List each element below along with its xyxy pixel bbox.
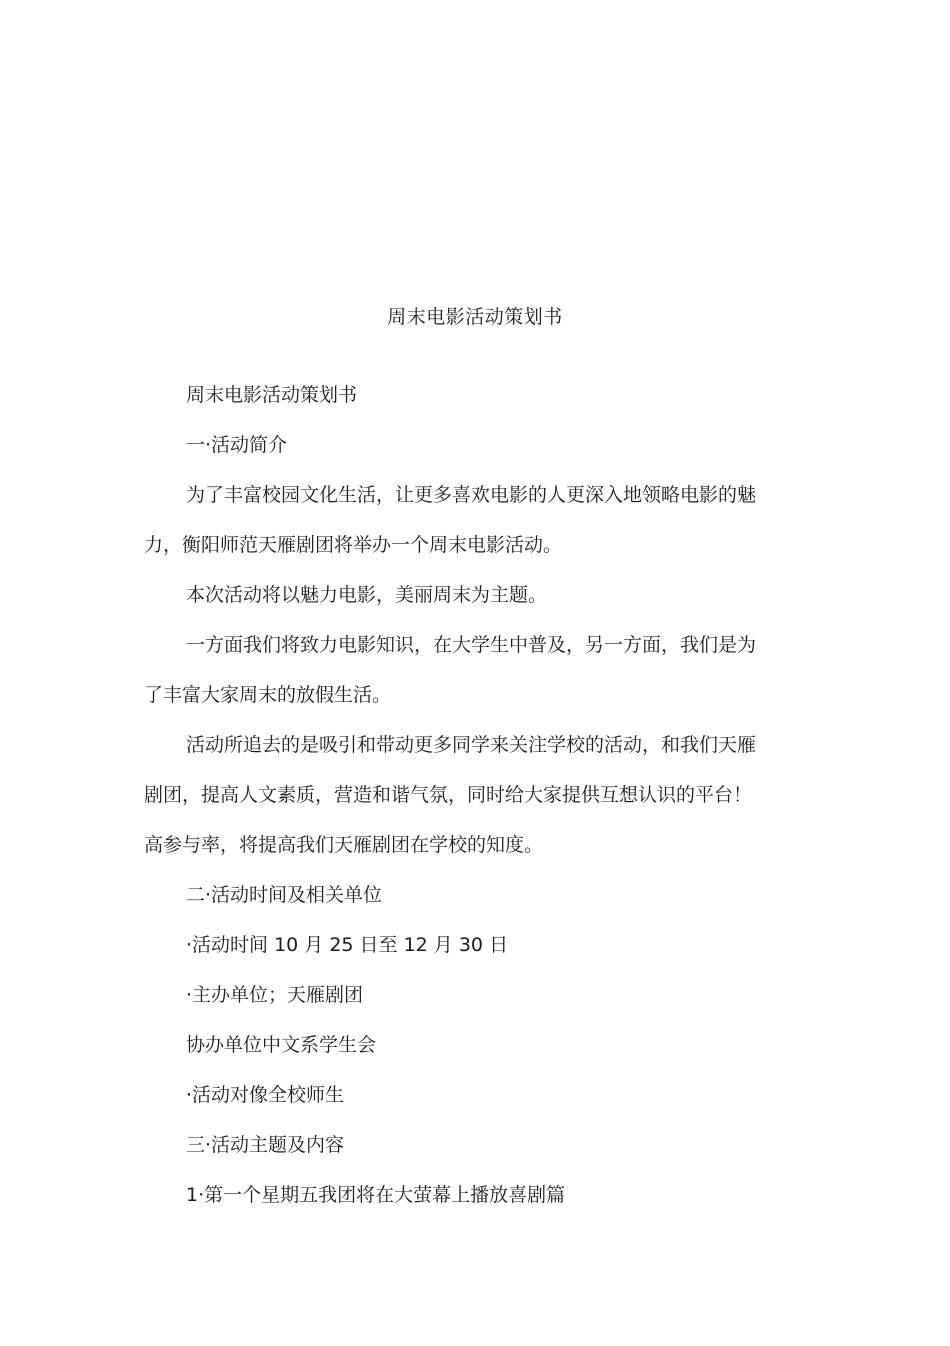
paragraph-host-unit: ·主办单位；天雁剧团 — [186, 984, 364, 1006]
paragraph-heading-repeat: 周末电影活动策划书 — [186, 384, 358, 406]
paragraph-purpose: 为了丰富校园文化生活，让更多喜欢电影的人更深入地领略电影的魅力，衡阳师范天雁剧团将举办一个周末电影活动。 — [144, 484, 757, 556]
document-body — [144, 370, 764, 1220]
section-heading-time-units: 二·活动时间及相关单位 — [186, 884, 383, 906]
paragraph-activity-time: ·活动时间 10 月 25 日至 12 月 30 日 — [186, 934, 509, 956]
paragraph-aims: 一方面我们将致力电影知识，在大学生中普及，另一方面，我们是为了丰富大家周末的放假生活。 — [144, 634, 757, 706]
paragraph-audience: ·活动对像全校师生 — [186, 1084, 345, 1106]
paragraph-first-friday: 1·第一个星期五我团将在大萤幕上播放喜剧篇 — [186, 1184, 566, 1206]
paragraph-co-host-unit: 协办单位中文系学生会 — [186, 1034, 377, 1056]
section-heading-theme-content: 三·活动主题及内容 — [186, 1134, 345, 1156]
paragraph-theme: 本次活动将以魅力电影，美丽周末为主题。 — [186, 584, 548, 606]
section-heading-intro: 一·活动简介 — [186, 434, 288, 456]
document-title: 周末电影活动策划书 — [387, 306, 563, 328]
paragraph-goals: 活动所追去的是吸引和带动更多同学来关注学校的活动，和我们天雁剧团，提高人文素质，营造和谐气氛，同时给大家提供互想认识的平台！高参与率，将提高我们天雁剧团在学校的知度。 — [144, 734, 757, 856]
